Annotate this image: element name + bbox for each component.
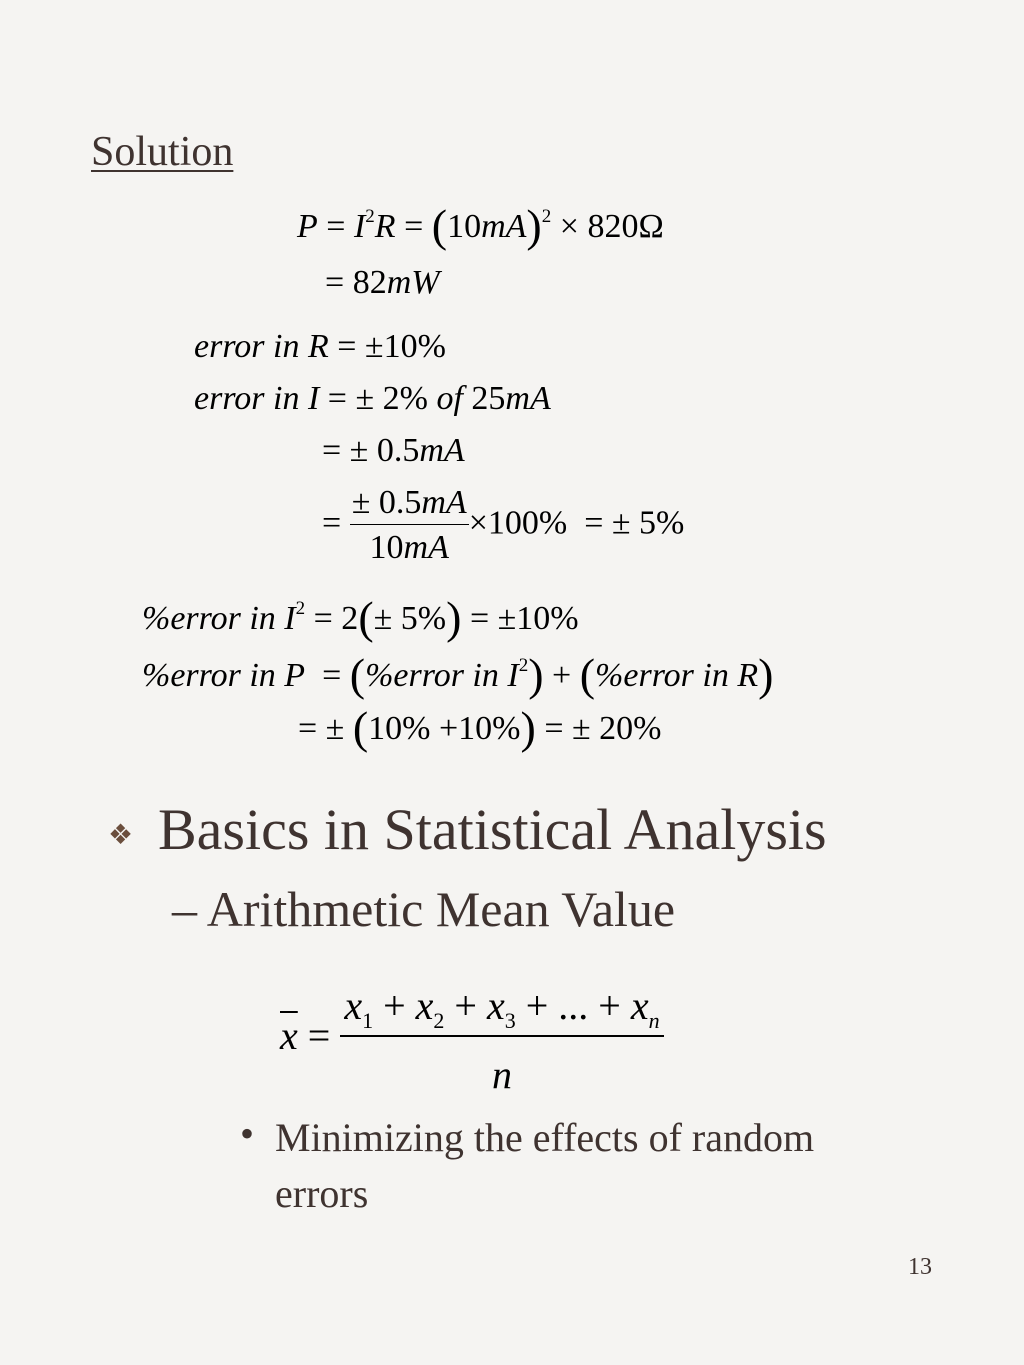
error-p-result bbox=[298, 702, 662, 753]
error-i-line bbox=[194, 380, 551, 418]
exponent: 2 bbox=[365, 206, 375, 227]
equals: = bbox=[297, 1013, 341, 1059]
exponent: 2 bbox=[295, 598, 306, 619]
power-value: 82 bbox=[352, 264, 387, 301]
plus: + bbox=[373, 983, 416, 1028]
error-r-label: error in R bbox=[194, 328, 329, 365]
section-subheading: – Arithmetic Mean Value bbox=[172, 881, 676, 937]
error-p-label: %error in P bbox=[142, 657, 306, 694]
term-error-r: %error in R bbox=[595, 657, 759, 694]
error-i-value: = ± 2% bbox=[319, 380, 428, 417]
current-value: 10 bbox=[447, 208, 482, 245]
mean-fraction bbox=[340, 982, 663, 1098]
subscript: 1 bbox=[362, 1008, 374, 1033]
error-r-line bbox=[194, 328, 446, 366]
right-paren: ) bbox=[446, 592, 462, 643]
bullet-dot-icon: • bbox=[240, 1111, 255, 1156]
subscript: 2 bbox=[433, 1008, 445, 1033]
equals: = bbox=[322, 504, 350, 542]
diamond-bullet-icon: ❖ bbox=[108, 820, 134, 851]
error-p-total: = ± 20% bbox=[535, 710, 662, 747]
error-i2-label: %error in I bbox=[142, 600, 296, 637]
x2: x bbox=[415, 983, 434, 1028]
plus: + bbox=[444, 983, 487, 1028]
exponent: 2 bbox=[541, 206, 552, 227]
error-i-abs bbox=[322, 432, 465, 470]
mean-denominator bbox=[340, 1037, 663, 1098]
inner-sum: 10% +10% bbox=[368, 710, 521, 747]
var-i: I bbox=[353, 208, 366, 245]
times: × bbox=[551, 208, 588, 245]
inner-value: ± 5% bbox=[373, 600, 447, 637]
power-unit: mW bbox=[386, 264, 440, 301]
var-p: P bbox=[297, 208, 318, 245]
error-i-label: error in I bbox=[194, 380, 320, 417]
fraction bbox=[350, 484, 469, 567]
resistance-value: 820Ω bbox=[587, 208, 664, 245]
current-unit: mA bbox=[481, 208, 527, 245]
full-scale-unit: mA bbox=[505, 380, 551, 417]
numerator-value: ± 0.5 bbox=[351, 484, 422, 521]
error-i2-result: = ±10% bbox=[461, 600, 579, 637]
error-i-squared bbox=[142, 592, 579, 643]
right-paren: ) bbox=[520, 702, 536, 753]
denominator-unit: mA bbox=[403, 529, 449, 566]
var-r: R bbox=[374, 208, 396, 245]
power-result bbox=[325, 264, 440, 302]
error-i-percent-result: = ± 5% bbox=[567, 504, 685, 542]
right-paren: ) bbox=[758, 649, 774, 700]
x1: x bbox=[344, 983, 363, 1028]
page-number: 13 bbox=[908, 1254, 932, 1280]
mean-formula bbox=[280, 982, 664, 1098]
fraction-denominator bbox=[350, 525, 469, 567]
bullet-text: Minimizing the effects of random errors bbox=[275, 1115, 815, 1216]
subscript: n bbox=[648, 1008, 660, 1033]
mean-numerator bbox=[340, 982, 663, 1037]
x-bar: $\overline{x}$ bbox=[280, 1013, 298, 1059]
equals-plusminus: = ± bbox=[298, 710, 353, 747]
slide-title: Solution bbox=[91, 129, 234, 175]
full-scale-value: 25 bbox=[471, 380, 506, 417]
power-equation bbox=[297, 200, 664, 251]
xn: x bbox=[630, 983, 649, 1028]
error-r-value: = ±10% bbox=[328, 328, 446, 365]
left-paren: ( bbox=[352, 702, 369, 753]
section-heading: Basics in Statistical Analysis bbox=[158, 797, 827, 862]
n: n bbox=[491, 1052, 512, 1097]
equals: = bbox=[325, 264, 353, 301]
fraction-numerator bbox=[350, 484, 469, 525]
subscript: 3 bbox=[504, 1008, 516, 1033]
error-i-abs-unit: mA bbox=[419, 432, 465, 469]
equals-two: = 2 bbox=[305, 600, 359, 637]
equals: = bbox=[305, 657, 350, 694]
equals: = bbox=[317, 208, 354, 245]
plus: + bbox=[543, 657, 580, 694]
left-paren: ( bbox=[431, 200, 448, 251]
x3: x bbox=[486, 983, 505, 1028]
error-i-percent bbox=[322, 484, 684, 567]
term-error-i: %error in I bbox=[365, 657, 519, 694]
plus-ellipsis: + ... + bbox=[515, 983, 631, 1028]
left-paren: ( bbox=[349, 649, 366, 700]
numerator-unit: mA bbox=[421, 484, 467, 521]
error-i-abs-value: = ± 0.5 bbox=[322, 432, 420, 469]
equals: = bbox=[395, 208, 432, 245]
exponent: 2 bbox=[518, 655, 529, 676]
times-100: ×100% bbox=[468, 504, 568, 542]
error-p-line bbox=[142, 649, 774, 700]
right-paren: ) bbox=[528, 649, 544, 700]
right-paren: ) bbox=[526, 200, 542, 251]
denominator-value: 10 bbox=[369, 529, 404, 566]
left-paren: ( bbox=[358, 592, 374, 643]
left-paren: ( bbox=[579, 649, 596, 700]
of-text: of bbox=[427, 380, 472, 417]
